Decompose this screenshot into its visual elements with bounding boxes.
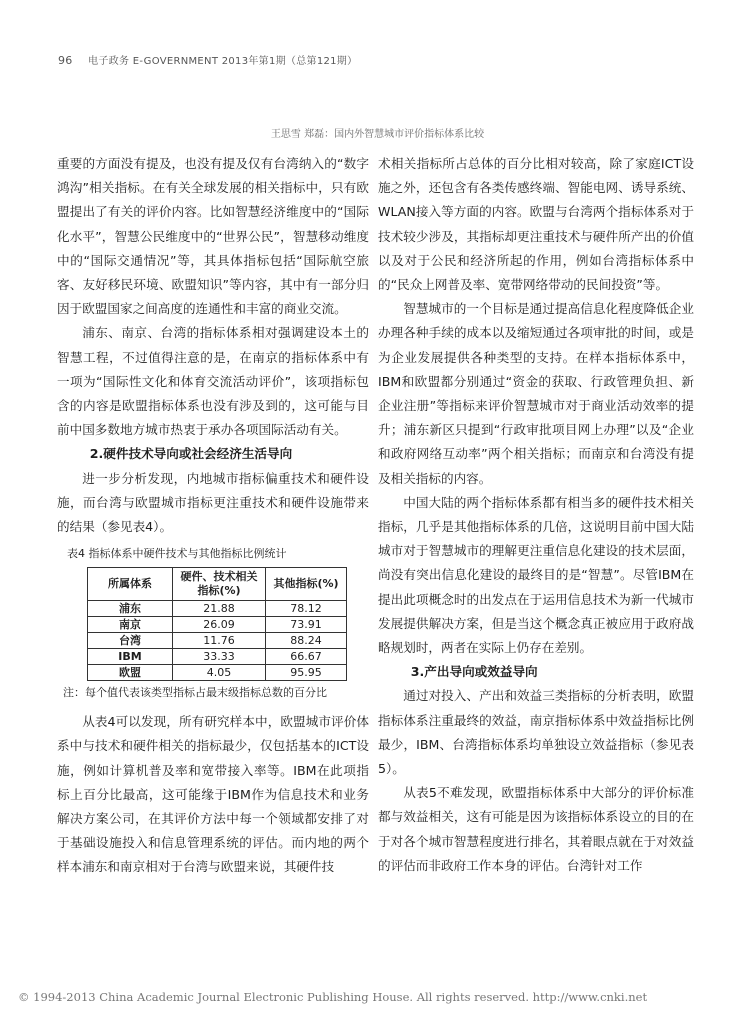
table-cell-other: 73.91 (266, 617, 347, 633)
table-header-cell: 其他指标(%) (266, 568, 347, 601)
left-paragraph-1: 重要的方面没有提及，也没有提及仅有台湾纳入的“数字鸿沟”相关指标。在有关全球发展的相关指标中，只有欧盟提出了有关的评价内容。比如智慧经济维度中的“国际化水平”，智慧公民维度中的“世界公民”，智慧移动维度中的“国际交通情况”等，其具体指标包括“国际航空旅客、友好移民环境、欧盟知识”等内容，其中有一部分归因于欧盟国家之间高度的连通性和丰富的商业交流。 (57, 156, 369, 317)
table-cell-other: 95.95 (266, 665, 347, 681)
left-column (57, 152, 369, 880)
table-4 (87, 567, 347, 681)
right-column (378, 152, 694, 878)
left-paragraph-4: 从表4可以发现，所有研究样本中，欧盟城市评价体系中与技术和硬件相关的指标最少，仅包括基本的ICT设施，例如计算机普及率和宽带接入率等。IBM在此项指标上百分比最高，这可能缘于IBM作为信息技术和业务解决方案公司，在其评价方法中每一个领域都安排了对于基础设施投入和信息管理系统的评估。而内地的两个样本浦东和南京相对于台湾与欧盟来说，其硬件技 (57, 714, 369, 875)
table-cell-other: 88.24 (266, 633, 347, 649)
table-cell-hardware: 21.88 (173, 601, 266, 617)
journal-title: 电子政务 E-GOVERNMENT 2013年第1期（总第121期） (88, 56, 358, 67)
table-row (88, 617, 347, 633)
table-cell-hardware: 26.09 (173, 617, 266, 633)
table-caption: 表4 指标体系中硬件技术与其他指标比例统计 (67, 547, 287, 561)
table-cell-name: 欧盟 (88, 665, 173, 681)
table-cell-other: 78.12 (266, 601, 347, 617)
table-note: 注：每个值代表该类型指标占最末级指标总数的百分比 (63, 686, 327, 700)
page-header (58, 52, 357, 67)
table-header-cell: 硬件、技术相关指标(%) (173, 568, 266, 601)
section-heading-3: 3.产出导向或效益导向 (410, 664, 538, 680)
table-cell-name: 南京 (88, 617, 173, 633)
table-cell-other: 66.67 (266, 649, 347, 665)
copyright-footer: © 1994-2013 China Academic Journal Electronic Publishing House. All rights reserved. http://www.cnki.net (18, 990, 648, 1004)
table-row (88, 601, 347, 617)
right-paragraph-4: 通过对投入、产出和效益三类指标的分析表明，欧盟指标体系注重最终的效益，南京指标体系中效益指标比例最少，IBM、台湾指标体系均单独设立效益指标（参见表5）。 (378, 688, 694, 777)
table-cell-hardware: 33.33 (173, 649, 266, 665)
table-header-cell: 所属体系 (88, 568, 173, 601)
table-cell-hardware: 4.05 (173, 665, 266, 681)
right-paragraph-1: 术相关指标所占总体的百分比相对较高，除了家庭ICT设施之外，还包含有各类传感终端、智能电网、诱导系统、WLAN接入等方面的内容。欧盟与台湾两个指标体系对于技术较少涉及，其指标却更注重技术与硬件所产出的价值以及对于公民和经济所起的作用，例如台湾指标体系中的“民众上网普及率、宽带网络带动的民间投资”等。 (378, 156, 694, 293)
table-row (88, 633, 347, 649)
table-cell-hardware: 11.76 (173, 633, 266, 649)
table-row (88, 649, 347, 665)
right-paragraph-2: 智慧城市的一个目标是通过提高信息化程度降低企业办理各种手续的成本以及缩短通过各项审批的时间，或是为企业发展提供各种类型的支持。在样本指标体系中，IBM和欧盟都分别通过“资金的获取、行政管理负担、新企业注册”等指标来评价智慧城市对于商业活动效率的提升；浦东新区只提到“行政审批项目网上办理”以及“企业和政府网络互动率”两个相关指标；而南京和台湾没有提及相关指标的内容。 (378, 301, 694, 486)
section-heading-2: 2.硬件技术导向或社会经济生活导向 (89, 446, 293, 462)
right-paragraph-5: 从表5不难发现，欧盟指标体系中大部分的评价标准都与效益相关，这有可能是因为该指标体系设立的目的在于对各个城市智慧程度进行排名，其着眼点就在于对效益的评估而非政府工作本身的评估。台湾针对工作 (378, 785, 694, 873)
table-cell-name: 台湾 (88, 633, 173, 649)
page-number: 96 (58, 54, 73, 67)
left-paragraph-2: 浦东、南京、台湾的指标体系相对强调建设本土的智慧工程，不过值得注意的是，在南京的指标体系中有一项为“国际性文化和体育交流活动评价”，该项指标包含的内容是欧盟指标体系也没有涉及到的，这可能与目前中国多数地方城市热衷于承办各项国际活动有关。 (57, 325, 369, 438)
running-title: 王思雪 郑磊：国内外智慧城市评价指标体系比较 (270, 129, 485, 140)
right-paragraph-3: 中国大陆的两个指标体系都有相当多的硬件技术相关指标，几乎是其他指标体系的几倍，这说明目前中国大陆城市对于智慧城市的理解更注重信息化建设的技术层面，尚没有突出信息化建设的最终目的是“智慧”。尽管IBM在提出此项概念时的出发点在于运用信息技术为新一代城市发展提供解决方案，但是当这个概念真正被应用于政府战略规划时，两者在实际上仍存在差别。 (378, 494, 694, 656)
table-cell-name: IBM (88, 649, 173, 665)
left-paragraph-3: 进一步分析发现，内地城市指标偏重技术和硬件设施，而台湾与欧盟城市指标更注重技术和硬件设施带来的结果（参见表4）。 (57, 470, 369, 535)
table-cell-name: 浦东 (88, 601, 173, 617)
table-row (88, 665, 347, 681)
table-header-row (88, 568, 347, 601)
